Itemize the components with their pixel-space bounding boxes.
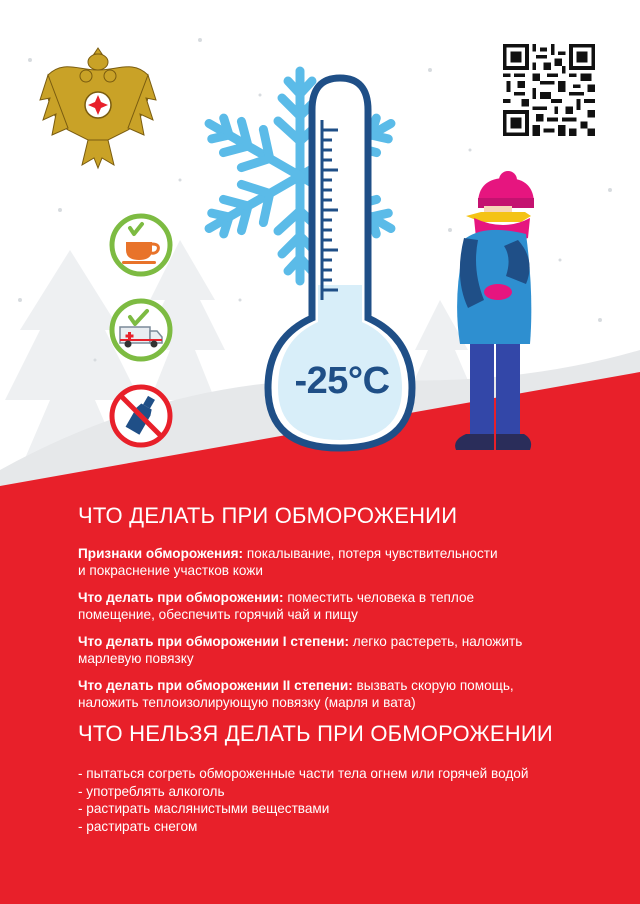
info-paragraph: [78, 633, 618, 667]
info-text: и покраснение участков кожи: [78, 563, 263, 578]
info-label: Что делать при обморожении I степени:: [78, 634, 349, 649]
section2-title: ЧТО НЕЛЬЗЯ ДЕЛАТЬ ПРИ ОБМОРОЖЕНИИ: [78, 721, 553, 746]
dont-list: [78, 765, 618, 835]
info-paragraph: [78, 677, 618, 711]
section1-title: ЧТО ДЕЛАТЬ ПРИ ОБМОРОЖЕНИИ: [78, 503, 458, 528]
cold-person-illustration: [436, 168, 546, 478]
list-item: - употреблять алкоголь: [78, 783, 225, 799]
ambulance-icon: [108, 297, 174, 363]
info-text: помещение, обеспечить горячий чай и пищу: [78, 607, 358, 622]
info-label: Что делать при обморожении:: [78, 590, 284, 605]
info-text: наложить теплоизолирующую повязку (марля и вата): [78, 695, 416, 710]
list-item: - пытаться согреть обмороженные части тела огнем или горячей водой: [78, 766, 529, 781]
qr-code: [503, 44, 595, 136]
info-text: марлевую повязку: [78, 651, 194, 666]
info-paragraph: [78, 589, 618, 623]
info-label: Признаки обморожения:: [78, 546, 244, 561]
info-text: поместить человека в теплое: [283, 590, 475, 605]
mchs-emblem: [38, 40, 158, 170]
info-label: Что делать при обморожении II степени:: [78, 678, 353, 693]
thermometer-reading: -25°C: [294, 360, 390, 402]
info-paragraph: [78, 545, 618, 579]
list-item: - растирать снегом: [78, 818, 198, 834]
info-text: покалывание, потеря чувствительности: [243, 546, 498, 561]
info-text: легко растереть, наложить: [348, 634, 523, 649]
no-alcohol-icon: [108, 383, 174, 449]
list-item: - растирать маслянистыми веществами: [78, 801, 330, 816]
text-content: [78, 503, 618, 835]
hot-tea-icon: [108, 212, 174, 278]
info-text: вызвать скорую помощь,: [352, 678, 514, 693]
